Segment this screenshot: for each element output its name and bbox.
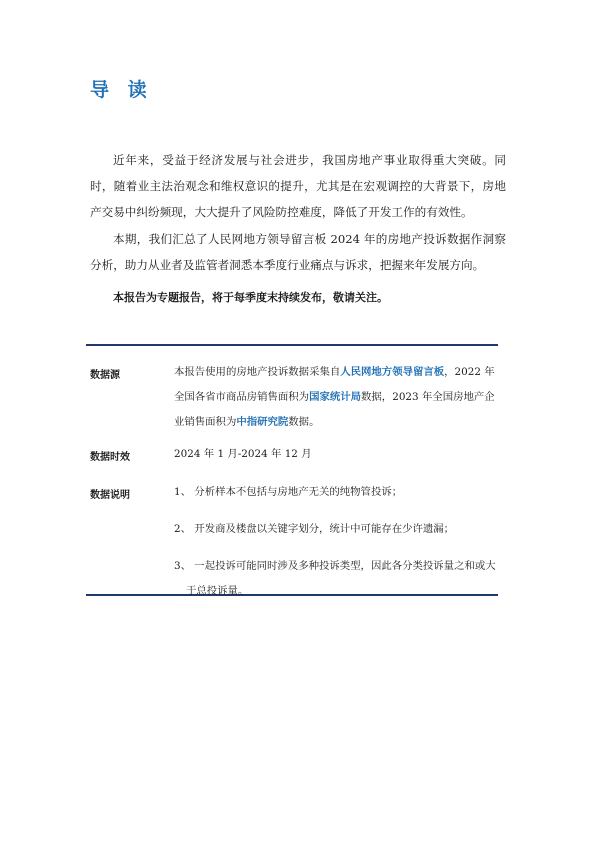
source-link-stats-bureau: 国家统计局 [309,391,362,403]
data-source-label: 数据源 [90,370,120,381]
source-text: 本报告使用的房地产投诉数据采集自 [174,366,341,378]
source-text: 数据，2023 年全国房地产企业销售面积为 [174,391,495,428]
source-text: 数据。 [288,416,320,428]
data-notes-label: 数据说明 [90,490,130,501]
list-item: 1、 分析样本不包括与房地产无关的纯物管投诉； [174,486,403,498]
data-period-label: 数据时效 [90,452,130,463]
page-title: 导 读 [90,79,153,101]
data-period-value: 2024 年 1 月-2024 年 12 月 [174,448,312,460]
intro-paragraph-1: 近年来，受益于经济发展与社会进步，我国房地产事业取得重大突破。同时，随着业主法治观念和维权意识的提升，尤其是在宏观调控的大背景下，房地产交易中纠纷频现，大大提升了风险防控难度，降低了开发工作的有效性。 [90,153,506,219]
list-item: 3、 一起投诉可能同时涉及多种投诉类型，因此各分类投诉量之和或大于总投诉量。 [174,560,496,597]
data-notes-list [174,480,496,616]
source-link-cric: 中指研究院 [236,416,289,428]
source-text: ，2022 年全国各省市商品房销售面积为 [174,366,495,403]
source-link-people-daily: 人民网地方领导留言板 [340,366,445,378]
intro-paragraph-3: 本报告为专题报告，将于每季度末持续发布，敬请关注。 [113,291,388,304]
data-source-value [174,360,496,435]
list-item: 2、 开发商及楼盘以关键字划分，统计中可能存在少许遗漏； [174,523,455,535]
data-info-box [86,344,498,596]
intro-paragraph-2: 本期，我们汇总了人民网地方领导留言板 2024 年的房地产投诉数据作洞察分析，助力从业者及监管者洞悉本季度行业痛点与诉求，把握来年发展方向。 [90,232,506,272]
